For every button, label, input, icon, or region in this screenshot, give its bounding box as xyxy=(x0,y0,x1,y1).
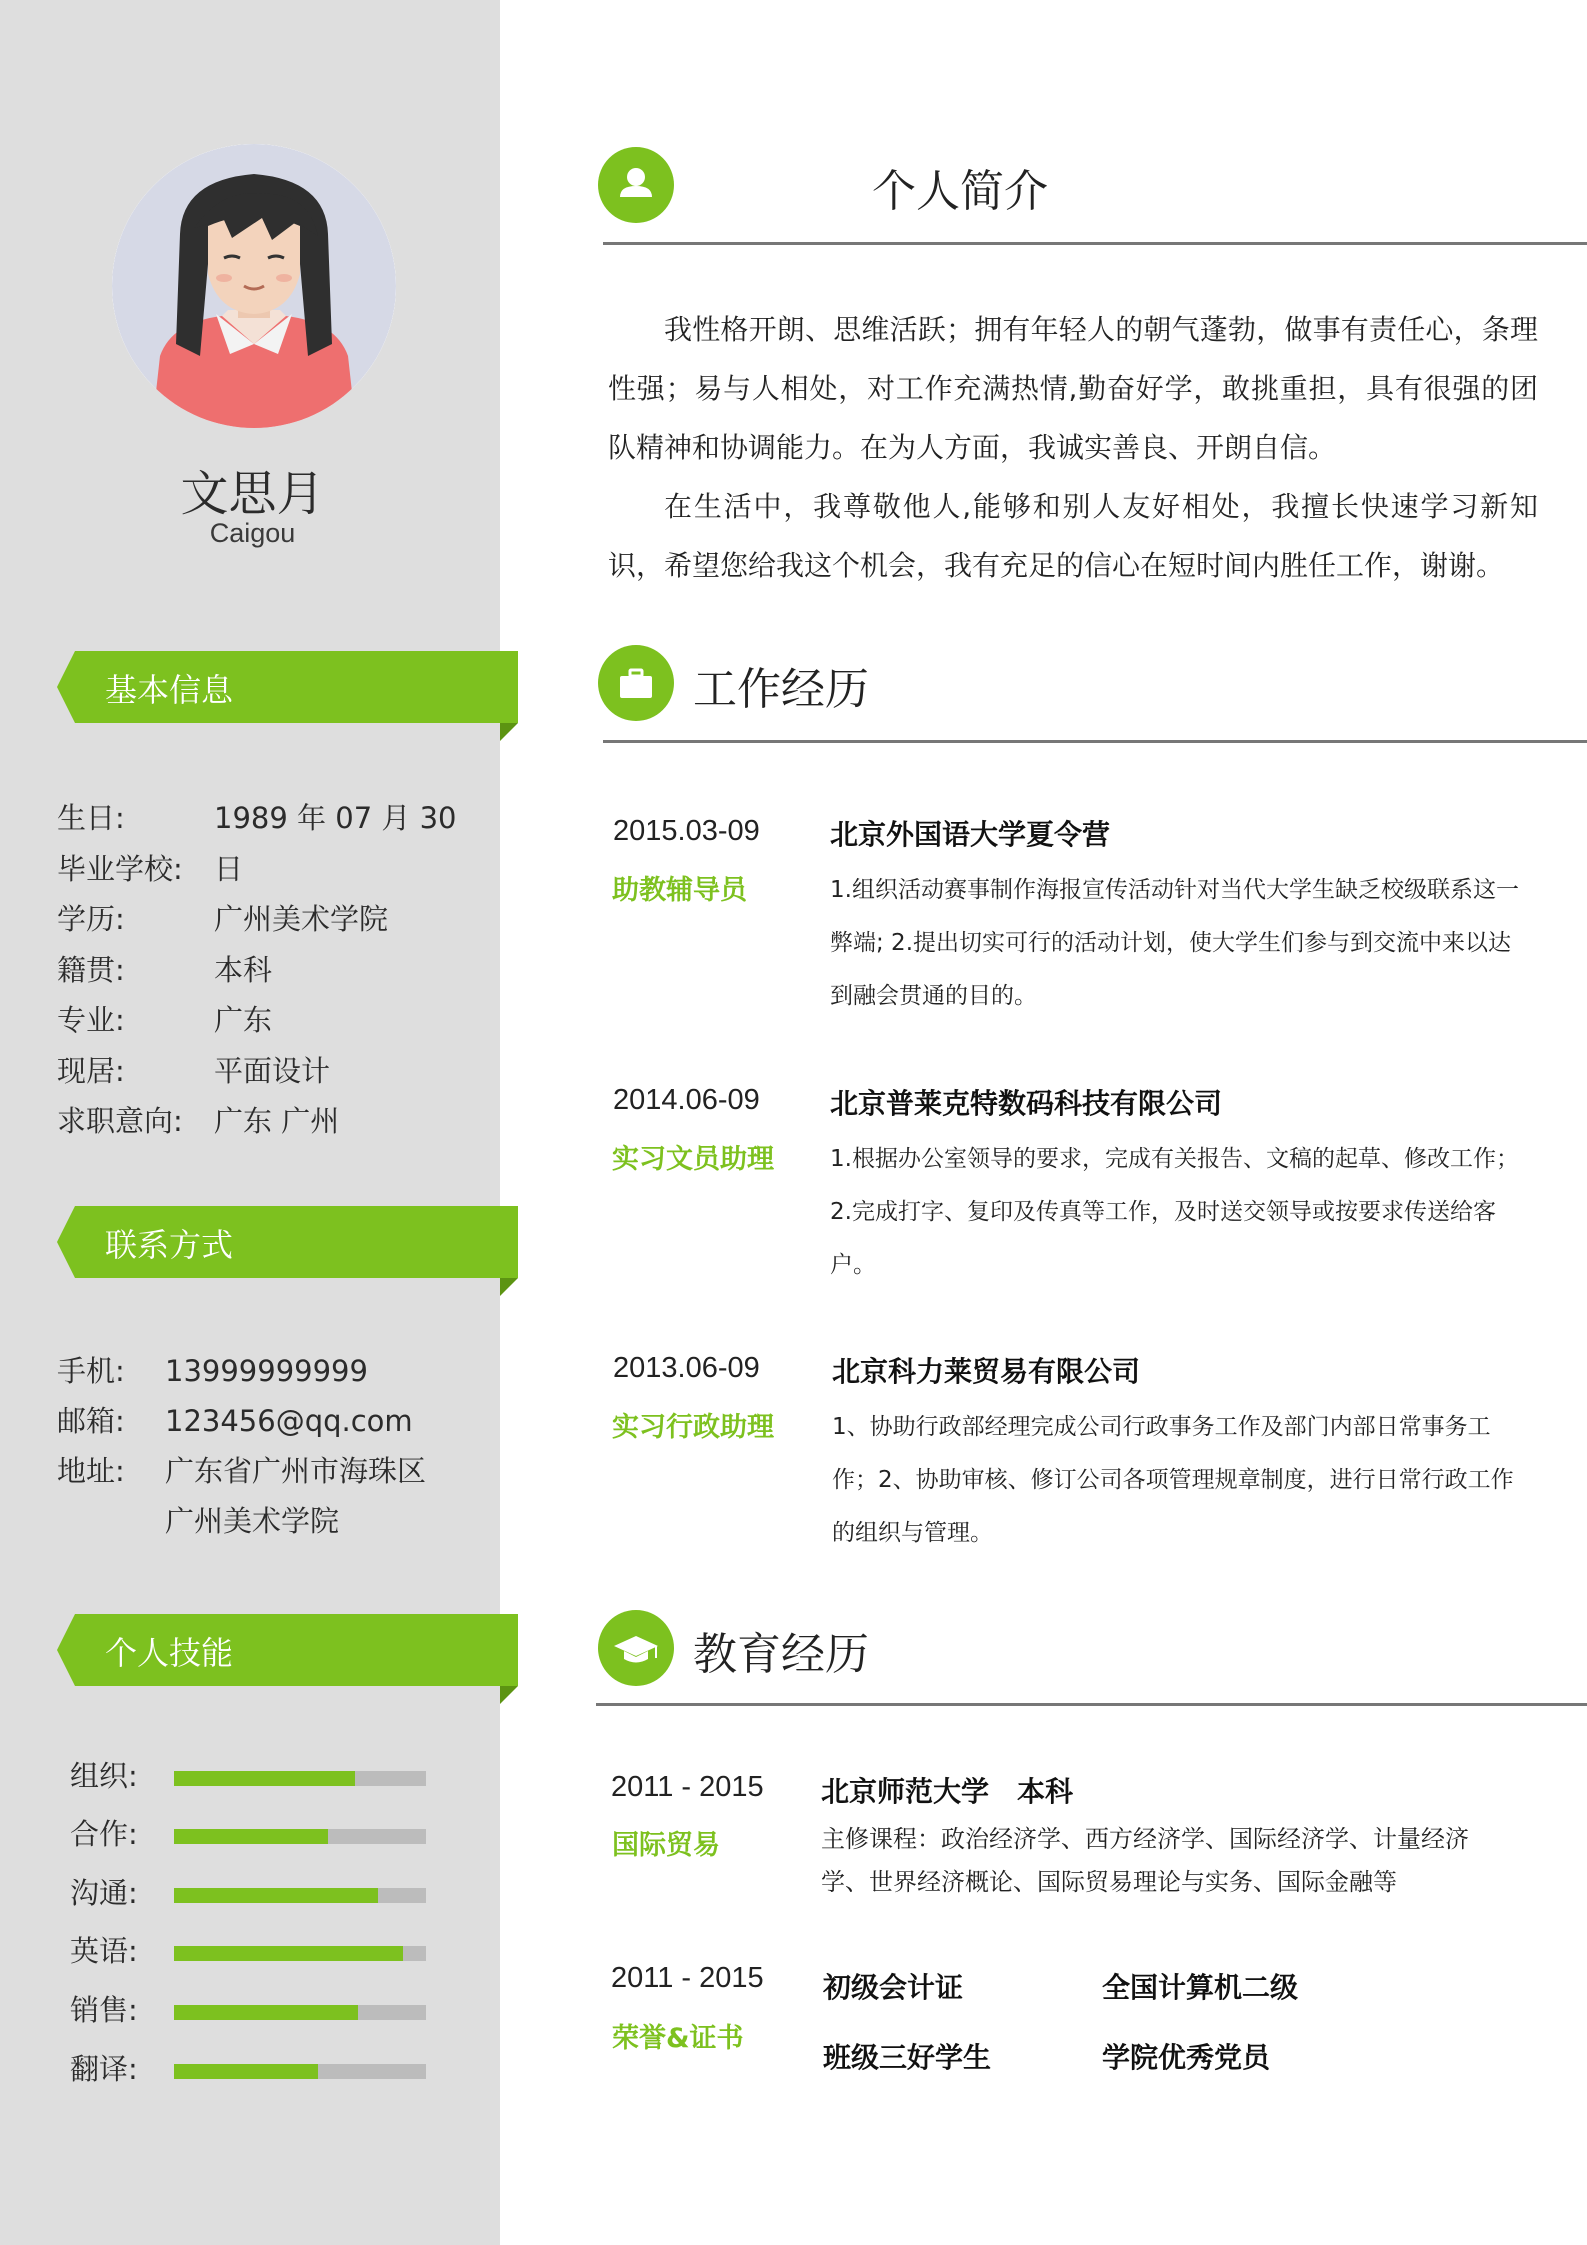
job-company: 北京科力莱贸易有限公司 xyxy=(832,1355,1141,1388)
school-name-text: 北京师范大学 xyxy=(821,1775,990,1808)
graduation-cap-icon xyxy=(598,1610,674,1686)
certificate-item: 初级会计证 xyxy=(823,1971,964,2004)
degree-text: 本科 xyxy=(1017,1775,1074,1808)
skill-bar-fill xyxy=(174,1946,403,1961)
job-role: 实习文员助理 xyxy=(612,1144,774,1175)
certificate-item: 学院优秀党员 xyxy=(1102,2041,1271,2074)
skill-bar-track xyxy=(174,1946,426,1961)
intro-paragraph: 我性格开朗、思维活跃；拥有年轻人的朝气蓬勃，做事有责任心，条理性强；易与人相处，对工作充满热情,勤奋好学，敢挑重担，具有很强的团队精神和协调能力。在为人方面，我诚实善良、开朗自信。 xyxy=(608,313,1538,464)
ribbon-shape xyxy=(0,651,520,743)
job-company: 北京普莱克特数码科技有限公司 xyxy=(830,1087,1223,1120)
intro-section-title: 个人简介 xyxy=(872,166,1048,217)
info-label: 学历: xyxy=(57,902,125,936)
skill-bar-track xyxy=(174,1888,426,1903)
job-role: 实习行政助理 xyxy=(612,1412,774,1443)
avatar xyxy=(112,144,396,428)
section-divider xyxy=(603,740,1587,743)
info-label: 生日: xyxy=(57,801,125,835)
education-section-title: 教育经历 xyxy=(693,1629,869,1680)
sidebar xyxy=(0,0,500,2245)
skill-bar-track xyxy=(174,2005,426,2020)
honors-title: 荣誉&证书 xyxy=(612,2023,744,2054)
basic-info-ribbon xyxy=(0,651,520,733)
contact-label: 邮箱: xyxy=(57,1404,125,1438)
info-label: 专业: xyxy=(57,1003,125,1037)
contact-ribbon xyxy=(0,1206,520,1288)
skill-label: 英语: xyxy=(70,1934,138,1968)
address-value: 广东省广州市海珠区广州美术学院 xyxy=(165,1454,427,1538)
skill-bar-fill xyxy=(174,1771,355,1786)
skill-bar-fill xyxy=(174,1829,328,1844)
profile-name: 文思月 xyxy=(180,466,325,522)
job-date: 2015.03-09 xyxy=(613,815,760,847)
info-label: 籍贯: xyxy=(57,953,125,987)
contact-title: 联系方式 xyxy=(105,1226,234,1264)
honors-date: 2011 - 2015 xyxy=(611,1962,764,1994)
skill-bar-fill xyxy=(174,2064,318,2079)
info-value: 日 xyxy=(214,852,244,886)
skill-label: 翻译: xyxy=(70,2052,138,2086)
info-label: 毕业学校: xyxy=(57,852,183,886)
info-value: 本科 xyxy=(214,953,273,987)
skill-bar-fill xyxy=(174,1888,378,1903)
job-date: 2014.06-09 xyxy=(613,1084,760,1116)
job-role: 助教辅导员 xyxy=(612,875,747,906)
skill-label: 组织: xyxy=(70,1759,138,1793)
course-description: 主修课程：政治经济学、西方经济学、国际经济学、计量经济学、世界经济概论、国际贸易理论与实务、国际金融等 xyxy=(821,1825,1469,1896)
contact-label: 手机: xyxy=(57,1354,125,1388)
info-value: 广州美术学院 xyxy=(214,902,389,936)
education-major: 国际贸易 xyxy=(612,1830,720,1861)
basic-info-title: 基本信息 xyxy=(105,671,234,709)
job-company: 北京外国语大学夏令营 xyxy=(830,818,1111,851)
education-date: 2011 - 2015 xyxy=(611,1771,764,1803)
info-value: 1989 年 07 月 30 xyxy=(214,801,457,835)
briefcase-icon xyxy=(598,645,674,721)
info-value: 广东 广州 xyxy=(214,1104,340,1138)
skill-bar-track xyxy=(174,1829,426,1844)
skills-title: 个人技能 xyxy=(105,1634,234,1672)
section-divider xyxy=(603,242,1587,245)
info-label: 现居: xyxy=(57,1054,125,1088)
job-description: 1、协助行政部经理完成公司行政事务工作及部门内部日常事务工作；2、协助审核、修订公司各项管理规章制度，进行日常行政工作的组织与管理。 xyxy=(832,1414,1514,1546)
work-section-title: 工作经历 xyxy=(693,664,869,715)
skills-ribbon xyxy=(0,1614,520,1696)
info-value: 平面设计 xyxy=(214,1054,331,1088)
intro-text xyxy=(608,300,1538,595)
job-description: 1.组织活动赛事制作海报宣传活动针对当代大学生缺乏校级联系这一弊端; 2.提出切实可行的活动计划，使大学生们参与到交流中来以达到融会贯通的目的。 xyxy=(830,877,1519,1009)
ribbon-shape xyxy=(0,1206,520,1298)
email-value: 123456@qq.com xyxy=(165,1404,413,1438)
info-label: 求职意向: xyxy=(57,1104,183,1138)
skill-bar-track xyxy=(174,2064,426,2079)
skill-label: 合作: xyxy=(70,1817,138,1851)
avatar-illustration xyxy=(112,144,396,428)
certificate-item: 全国计算机二级 xyxy=(1102,1971,1299,2004)
info-value: 广东 xyxy=(214,1003,273,1037)
job-date: 2013.06-09 xyxy=(613,1352,760,1384)
certificate-item: 班级三好学生 xyxy=(823,2041,992,2074)
ribbon-shape xyxy=(0,1614,520,1706)
intro-paragraph: 在生活中，我尊敬他人,能够和别人友好相处，我擅长快速学习新知识，希望您给我这个机会，我有充足的信心在短时间内胜任工作，谢谢。 xyxy=(608,490,1538,582)
contact-label: 地址: xyxy=(57,1454,125,1488)
skill-label: 销售: xyxy=(70,1993,138,2027)
school-name xyxy=(821,1770,1073,1810)
skill-bar-fill xyxy=(174,2005,358,2020)
section-divider xyxy=(596,1703,1587,1706)
skill-label: 沟通: xyxy=(70,1876,138,1910)
phone-value: 13999999999 xyxy=(165,1354,368,1388)
job-description: 1.根据办公室领导的要求，完成有关报告、文稿的起草、修改工作；2.完成打字、复印及传真等工作，及时送交领导或按要求传送给客户。 xyxy=(830,1146,1519,1278)
profile-subname: Caigou xyxy=(209,518,296,548)
user-icon xyxy=(598,147,674,223)
skill-bar-track xyxy=(174,1771,426,1786)
